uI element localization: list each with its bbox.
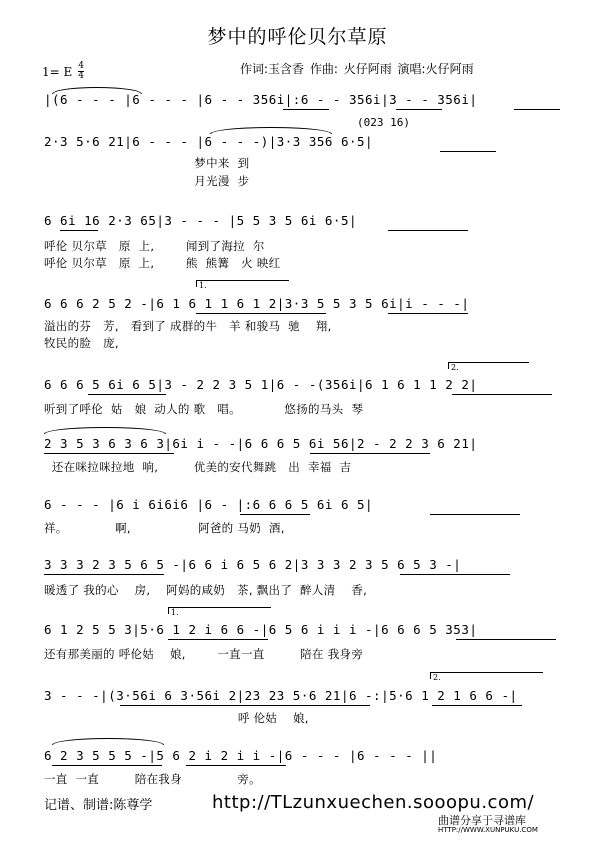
melody-line: 6 - - - |6 i 6i6i6 |6 - |:6 6 6 5 6i 6 5| [44,497,374,512]
underline [452,394,552,395]
slur [52,87,142,94]
key-label: 1= E [42,64,73,79]
underline [60,230,98,231]
underline [168,639,268,640]
melody-line: 3 - - -|(3·56i 6 3·56i 2|23 23 5·6 21|6 -:|5·6 1 2 1 6 6 -| [44,688,518,703]
lyrics: 还有那美丽的 呼伦姑 娘, 一直一直 陪在 我身旁 [44,647,364,661]
melody-line: 6 2 3 5 5 5 -|5 6 2 i 2 i i -|6 - - - |6 - - - || [44,748,438,763]
volta-first-ending: 1. [196,280,289,287]
melody-line: 2·3 5·6 21|6 - - - |6 - - -)|3·3 356 6·5| [44,134,374,149]
volta-first-ending: 1. [168,607,271,614]
underline [120,705,370,706]
underline [44,453,174,454]
underline [88,394,166,395]
underline [240,514,310,515]
lyrics: 祥。 啊, 阿爸的 马奶 酒, [44,521,285,535]
underline [186,765,286,766]
melody-line: |(6 - - - |6 - - - |6 - - 356i|:6 - - 356i|3 - - 356i| [44,92,478,107]
watermark: 曲谱分享于寻谱库 [438,814,526,827]
lyrics-verse-2: 牧民的脸 庞, [44,336,119,350]
underline [400,574,510,575]
slur [44,427,166,434]
melody-line: 6 1 2 5 5 3|5·6 1 2 i 6 6 -|6 5 6 i i i -|6 6 6 5 353| [44,622,478,637]
melody-line: 3 3 3 2 3 5 6 5 -|6 6 i 6 5 6 2|3 3 3 2 3 5 6 5 3 -| [44,557,462,572]
underline [432,705,522,706]
underline [44,574,164,575]
volta-second-ending: 2. [430,672,543,679]
underline [440,151,496,152]
lyrics-verse-2: 月光漫 步 [44,174,250,188]
lyrics: 暖透了 我的心 房, 阿妈的咸奶 茶, 飘出了 醉人清 香, [44,583,368,597]
melody-line: 6 6 6 2 5 2 -|6 1 6 1 1 6 1 2|3·3 5 5 3 5 6i|i - - -| [44,296,470,311]
underline [196,313,326,314]
lyrics-verse-1: 呼伦 贝尔草 原 上, 闻到了海拉 尔 [44,239,265,253]
underline [456,639,556,640]
lyrics-verse-2: 呼伦 贝尔草 原 上, 熊 熊篝 火 映红 [44,256,281,270]
song-title: 梦中的呼伦贝尔草原 [207,26,388,48]
key-signature [42,62,84,81]
lyrics-verse-1: 梦中来 到 [44,156,250,170]
lyrics: 呼 伦姑 娘, [44,711,309,725]
time-numerator: 4 [78,61,84,71]
slur [210,127,332,134]
melody-line: 6 6i 16 2·3 65|3 - - - |5 5 3 5 6i 6·5| [44,213,357,228]
volta-second-ending: 2. [448,362,529,369]
lyrics: 听到了呼伦 姑 娘 动人的 歌 唱。 悠扬的马头 琴 [44,402,364,416]
underline [283,109,329,110]
lyrics-verse-1: 溢出的芬 芳, 看到了 成群的牛 羊 和骏马 驰 翔, [44,319,332,333]
song-credits: 作词:玉含香 作曲: 火仔阿雨 演唱:火仔阿雨 [240,62,474,76]
underline [396,109,442,110]
slur [52,738,164,745]
underline [388,230,468,231]
underline [52,765,162,766]
lyrics: 一直 一直 陪在我身 旁。 [44,772,261,786]
intro-note: (023 16) [357,116,410,129]
underline [514,109,560,110]
watermark-url: HTTP://WWW.XUNPUKU.COM [438,826,538,834]
source-url: http://TLzunxuechen.sooopu.com/ [212,792,535,813]
transcriber-credit: 记谱、制谱:陈尊学 [44,798,153,813]
lyrics: 还在咪拉咪拉地 响, 优美的安代舞跳 出 幸福 吉 [44,460,352,474]
time-denominator: 4 [78,71,84,81]
underline [310,453,430,454]
time-signature [78,62,84,81]
melody-line: 2 3 5 3 6 3 6 3|6i i - -|6 6 6 5 6i 56|2 - 2 2 3 6 21| [44,436,478,451]
melody-line: 6 6 6 5 6i 6 5|3 - 2 2 3 5 1|6 - -(356i|6 1 6 1 1 2 2| [44,377,478,392]
underline [430,514,520,515]
underline [388,313,468,314]
